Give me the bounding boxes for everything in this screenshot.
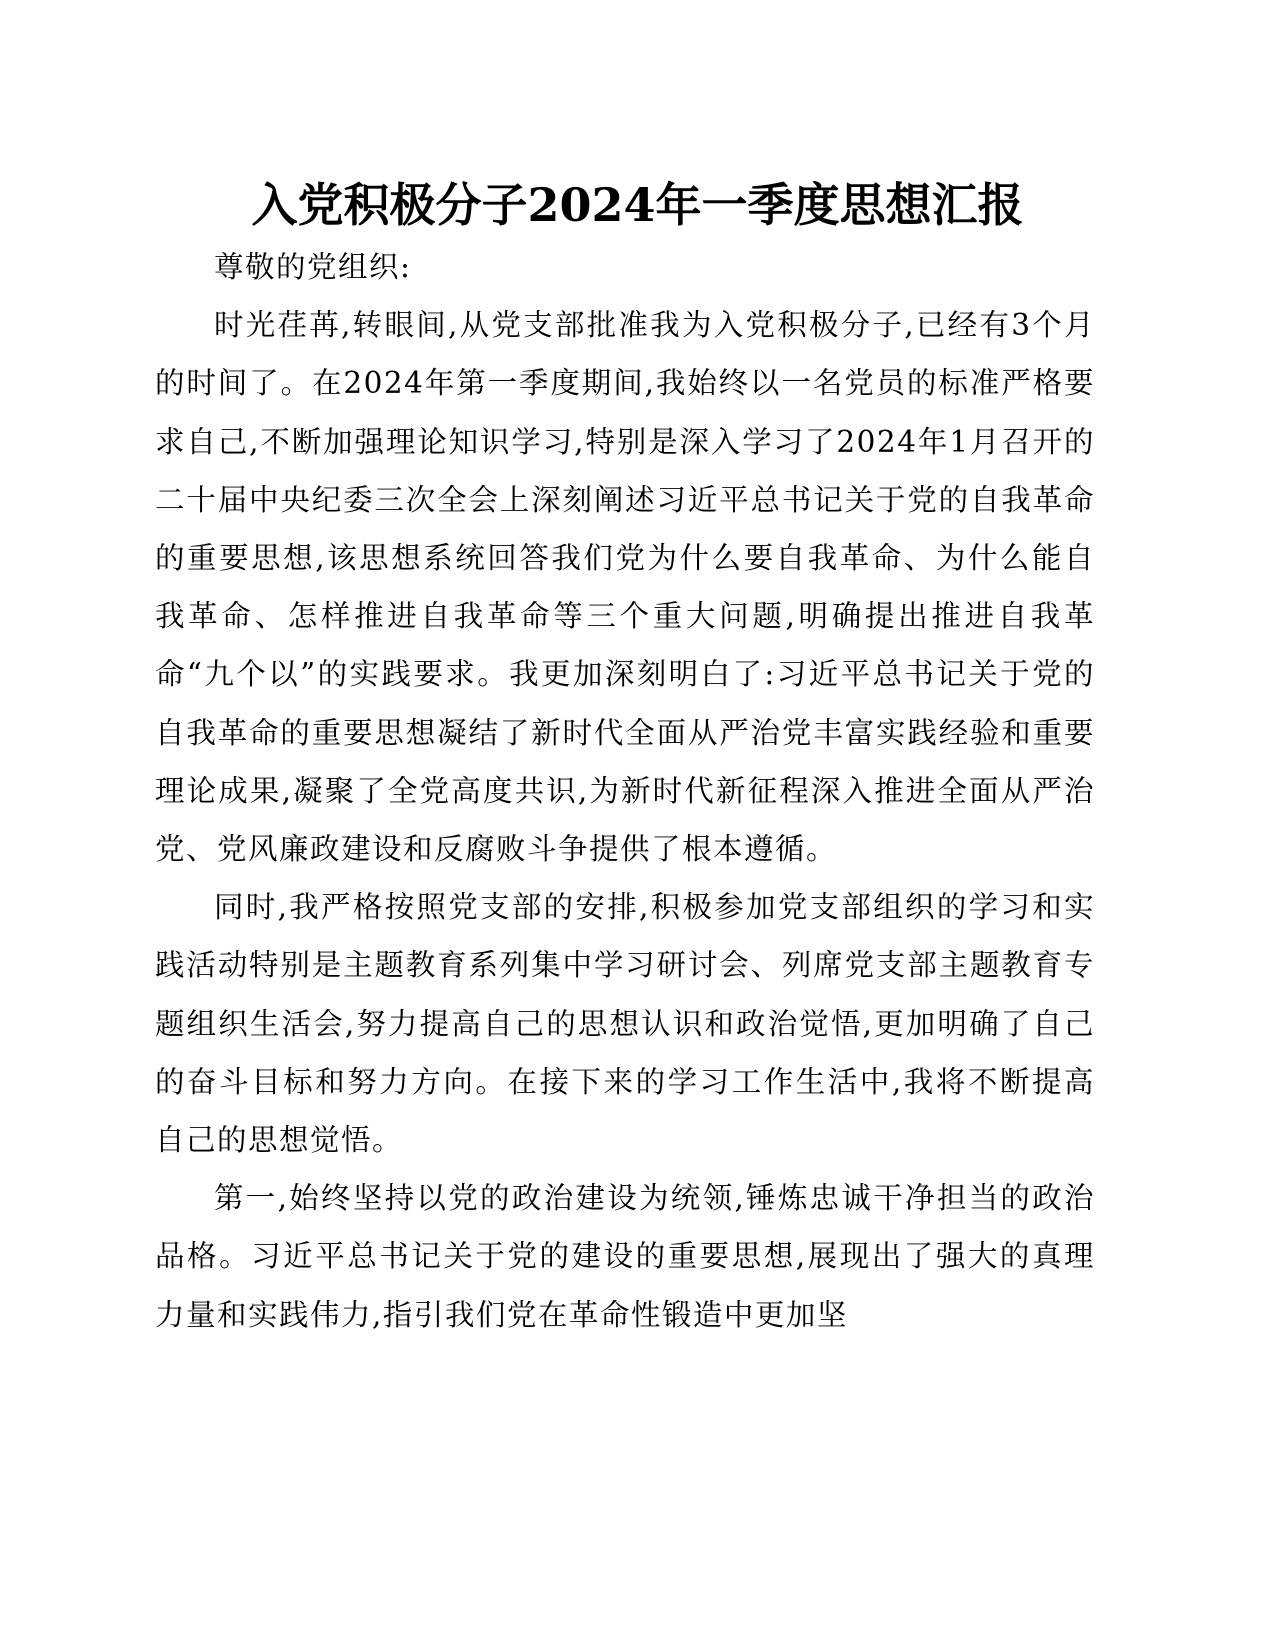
paragraph-3: 第一,始终坚持以党的政治建设为统领,锤炼忠诚干净担当的政治品格。习近平总书记关于党的建设的重要思想,展现出了强大的真理力量和实践伟力,指引我们党在革命性锻造中更加坚 xyxy=(155,1181,1095,1332)
paragraph-1: 时光荏苒,转眼间,从党支部批准我为入党积极分子,已经有3个月的时间了。在2024年第一季度期间,我始终以一名党员的标准严格要求自己,不断加强理论知识学习,特别是深入学习了2024年1月召开的二十届中央纪委三次全会上深刻阐述习近平总书记关于党的自我革命的重要思想,该思想系统回答我们党为什么要自我革命、为什么能自我革命、怎样推进自我革命等三个重大问题,明确提出推进自我革命“九个以”的实践要求。我更加深刻明白了:习近平总书记关于党的自我革命的重要思想凝结了新时代全面从严治党丰富实践经验和重要理论成果,凝聚了全党高度共识,为新时代新征程深入推进全面从严治党、党风廉政建设和反腐败斗争提供了根本遵循。 xyxy=(155,308,1095,867)
document-body xyxy=(155,238,1095,1344)
document-title: 入党积极分子2024年一季度思想汇报 xyxy=(251,178,1024,232)
salutation: 尊敬的党组织: xyxy=(214,250,412,284)
paragraph-2: 同时,我严格按照党支部的安排,积极参加党支部组织的学习和实践活动特别是主题教育系列集中学习研讨会、列席党支部主题教育专题组织生活会,努力提高自己的思想认识和政治觉悟,更加明确了自己的奋斗目标和努力方向。在接下来的学习工作生活中,我将不断提高自己的思想觉悟。 xyxy=(155,890,1095,1158)
